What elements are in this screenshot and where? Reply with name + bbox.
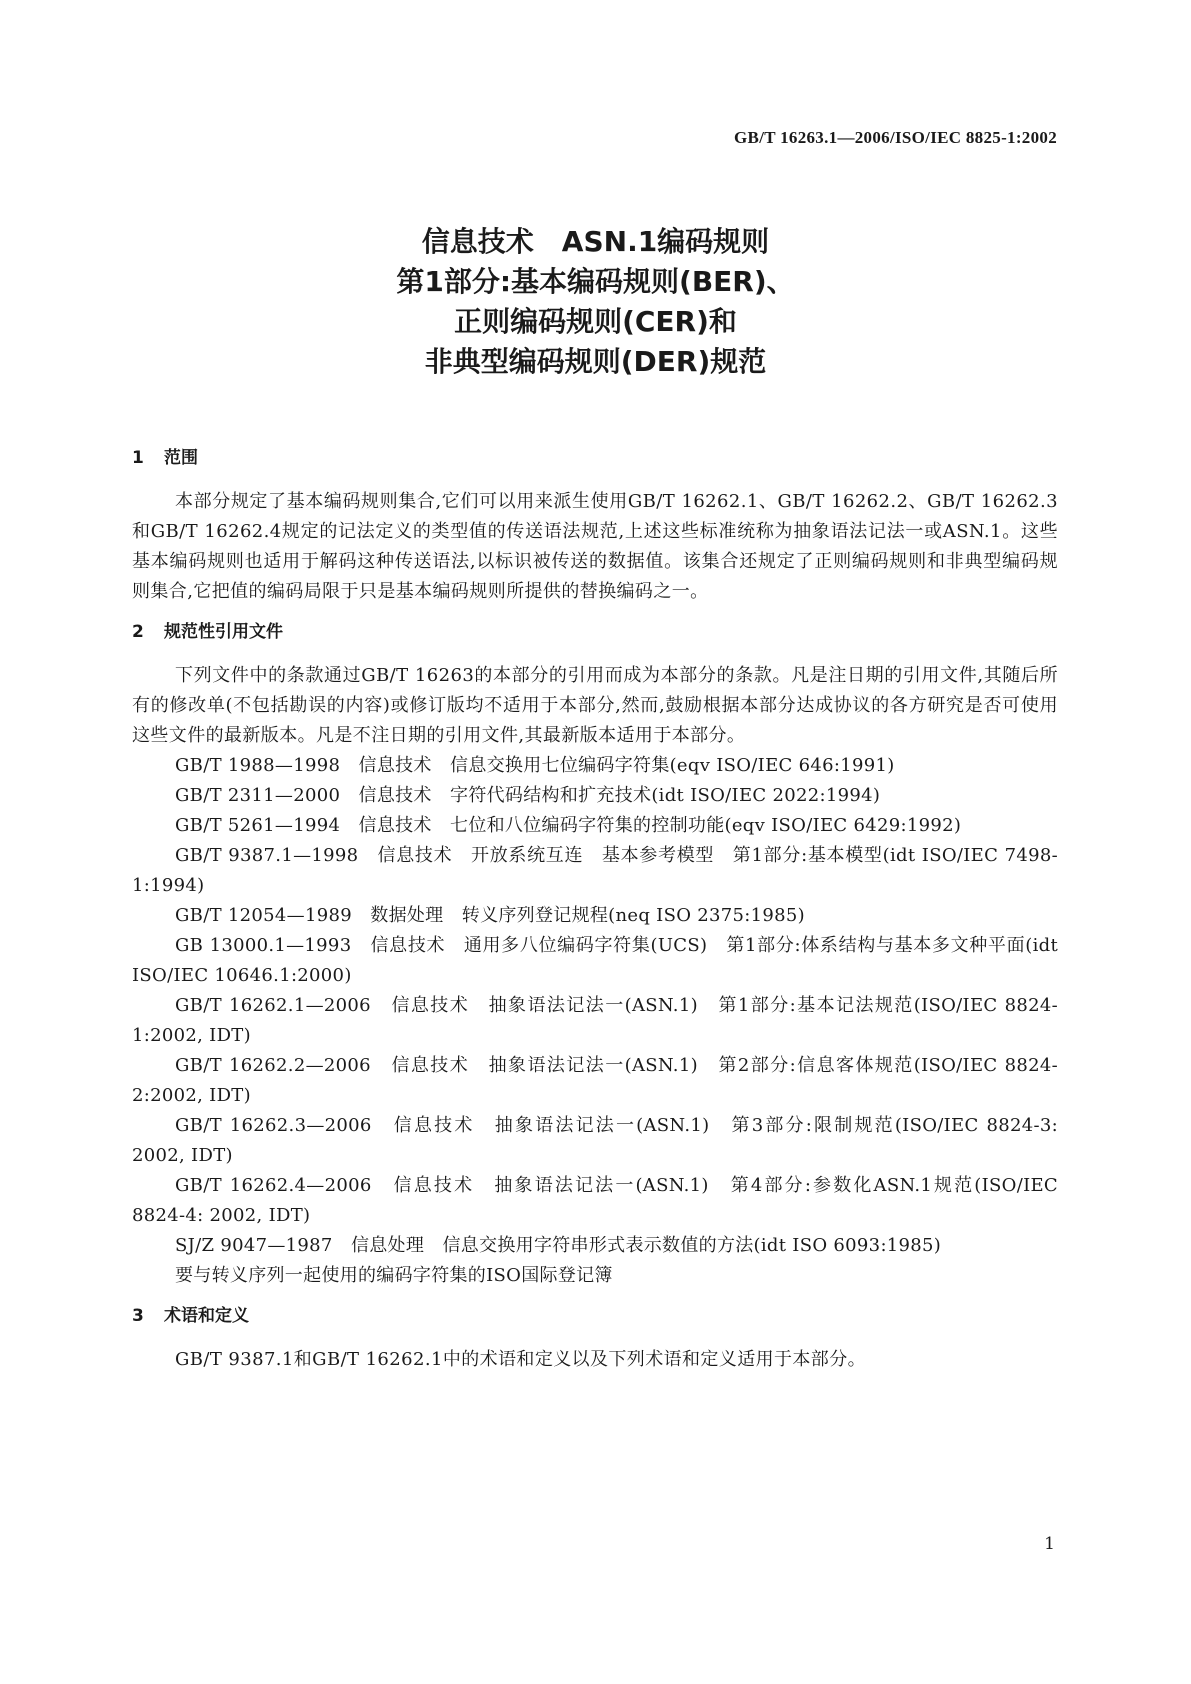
title-line: 正则编码规则(CER)和 xyxy=(454,305,737,338)
title-line: 信息技术 ASN.1编码规则 xyxy=(421,225,770,258)
title-line: 第1部分:基本编码规则(BER)、 xyxy=(396,265,795,298)
references-intro-paragraph: 下列文件中的条款通过GB/T 16263的本部分的引用而成为本部分的条款。凡是注日期的引用文件,其随后所有的修改单(不包括勘误的内容)或修订版均不适用于本部分,然而,鼓励根据本部分达成协议的各方研究是否可使用这些文件的最新版本。凡是不注日期的引用文件,其最新版本适用于本部分。 xyxy=(132,665,1058,746)
section-number: 3 xyxy=(132,1306,144,1326)
section-heading-terms-definitions xyxy=(132,1301,1058,1331)
reference-item: GB/T 2311—2000 信息技术 字符代码结构和扩充技术(idt ISO/IEC 2022:1994) xyxy=(175,785,881,806)
document-body xyxy=(132,443,1058,1375)
reference-item: GB/T 1988—1998 信息技术 信息交换用七位编码字符集(eqv ISO/IEC 646:1991) xyxy=(175,755,895,776)
reference-item: GB/T 16262.4—2006 信息技术 抽象语法记法一(ASN.1) 第4部分:参数化ASN.1规范(ISO/IEC 8824-4: 2002, IDT) xyxy=(132,1175,1058,1226)
section-heading-normative-references xyxy=(132,617,1058,647)
page-number: 1 xyxy=(1044,1534,1055,1554)
title-line: 非典型编码规则(DER)规范 xyxy=(424,345,767,378)
reference-item: GB/T 16262.2—2006 信息技术 抽象语法记法一(ASN.1) 第2部分:信息客体规范(ISO/IEC 8824-2:2002, IDT) xyxy=(132,1055,1058,1106)
section-title: 规范性引用文件 xyxy=(164,622,283,642)
standard-code-header: GB/T 16263.1—2006/ISO/IEC 8825-1:2002 xyxy=(734,128,1057,147)
reference-item: SJ/Z 9047—1987 信息处理 信息交换用字符串形式表示数值的方法(idt ISO 6093:1985) xyxy=(175,1235,942,1256)
reference-item: 要与转义序列一起使用的编码字符集的ISO国际登记簿 xyxy=(175,1265,613,1286)
reference-item: GB/T 12054—1989 数据处理 转义序列登记规程(neq ISO 2375:1985) xyxy=(175,905,806,926)
section-heading-scope xyxy=(132,443,1058,473)
reference-item: GB 13000.1—1993 信息技术 通用多八位编码字符集(UCS) 第1部分:体系结构与基本多文种平面(idt ISO/IEC 10646.1:2000) xyxy=(132,935,1058,986)
section-title: 范围 xyxy=(164,448,198,468)
reference-item: GB/T 9387.1—1998 信息技术 开放系统互连 基本参考模型 第1部分:基本模型(idt ISO/IEC 7498-1:1994) xyxy=(132,845,1058,896)
reference-item: GB/T 16262.1—2006 信息技术 抽象语法记法一(ASN.1) 第1部分:基本记法规范(ISO/IEC 8824-1:2002, IDT) xyxy=(132,995,1058,1046)
reference-item: GB/T 16262.3—2006 信息技术 抽象语法记法一(ASN.1) 第3部分:限制规范(ISO/IEC 8824-3: 2002, IDT) xyxy=(132,1115,1058,1166)
document-title xyxy=(0,222,1191,382)
section-number: 1 xyxy=(132,448,144,468)
terms-paragraph: GB/T 9387.1和GB/T 16262.1中的术语和定义以及下列术语和定义适用于本部分。 xyxy=(175,1349,867,1370)
section-title: 术语和定义 xyxy=(164,1306,249,1326)
section-number: 2 xyxy=(132,622,144,642)
scope-paragraph: 本部分规定了基本编码规则集合,它们可以用来派生使用GB/T 16262.1、GB/T 16262.2、GB/T 16262.3和GB/T 16262.4规定的记法定义的类型值的传送语法规范,上述这些标准统称为抽象语法记法一或ASN.1。这些基本编码规则也适用于解码这种传送语法,以标识被传送的数据值。该集合还规定了正则编码规则和非典型编码规则集合,它把值的编码局限于只是基本编码规则所提供的替换编码之一。 xyxy=(132,491,1058,602)
reference-item: GB/T 5261—1994 信息技术 七位和八位编码字符集的控制功能(eqv ISO/IEC 6429:1992) xyxy=(175,815,962,836)
